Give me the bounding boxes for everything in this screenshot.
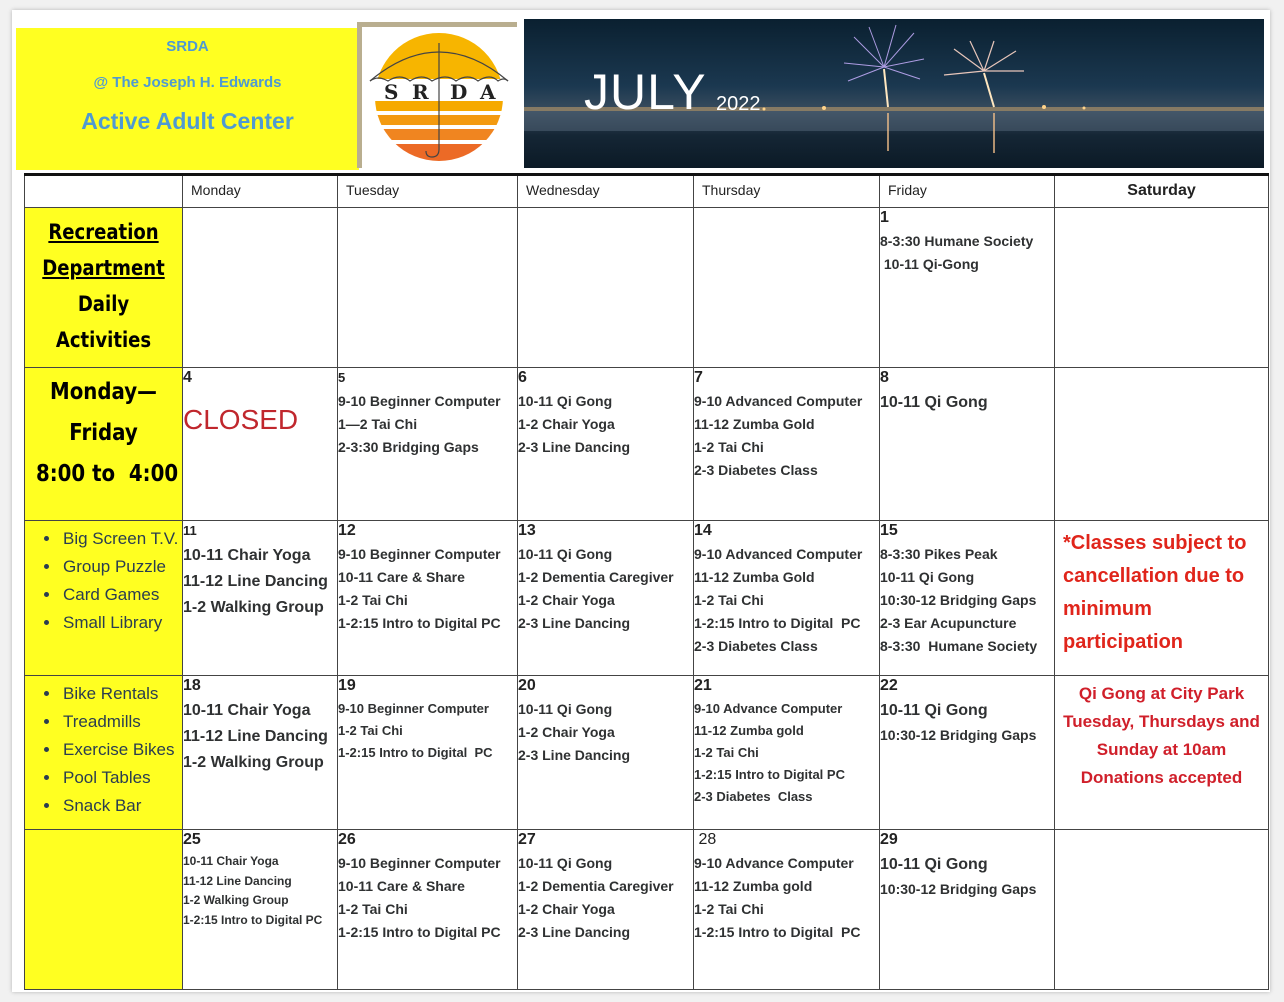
header-monday: Monday	[183, 175, 338, 208]
day-number: 11	[183, 523, 197, 538]
event-item: 10:30-12 Bridging Gaps	[880, 727, 1037, 743]
event-item: 1-2 Dementia Caregiver	[518, 878, 674, 894]
amenities-cell	[25, 676, 183, 830]
city-park-note	[1055, 676, 1268, 792]
event-item: 2-3 Line Dancing	[518, 747, 631, 763]
week-row	[25, 208, 1269, 368]
amenity-item: • Small Library	[61, 609, 182, 637]
event-item: 1-2:15 Intro to Digital PC	[694, 767, 845, 782]
event-item: 1-2 Tai Chi	[338, 592, 408, 608]
event-item: 10-11 Qi Gong	[880, 569, 975, 585]
note-line: Qi Gong at City Park	[1078, 684, 1245, 703]
note-line: cancellation due to	[1063, 565, 1245, 587]
event-item: 9-10 Beginner Computer	[338, 393, 501, 409]
day-cell	[880, 521, 1055, 676]
day-cell	[880, 208, 1055, 368]
event-item: 10-11 Qi Gong	[880, 856, 988, 873]
amenities-cell	[25, 521, 183, 676]
day-cell	[694, 521, 880, 676]
day-cell	[338, 830, 518, 990]
day-cell	[183, 368, 338, 521]
day-number: 22	[880, 677, 898, 694]
day-cell	[183, 830, 338, 990]
day-number: 6	[518, 369, 527, 386]
day-cell	[518, 521, 694, 676]
amenities-list	[25, 521, 182, 637]
day-cell	[338, 676, 518, 830]
amenity-item: • Exercise Bikes	[61, 736, 182, 764]
header-thursday: Thursday	[694, 175, 880, 208]
side-hours-cell	[25, 368, 183, 521]
amenity-item: • Group Puzzle	[61, 553, 182, 581]
day-number: 21	[694, 677, 712, 694]
event-item: 8-3:30 Humane Society	[880, 233, 1034, 249]
calendar-table	[24, 173, 1269, 990]
note-line: participation	[1063, 631, 1184, 653]
week-row	[25, 521, 1269, 676]
day-cell	[694, 830, 880, 990]
day-cell	[338, 208, 518, 368]
closed-label: CLOSED	[183, 404, 299, 435]
day-number: 28	[694, 831, 717, 848]
event-item: 9-10 Advance Computer	[694, 701, 843, 716]
day-number: 8	[880, 369, 889, 386]
day-cell	[880, 830, 1055, 990]
hours-line: 8:00 to 4:00	[35, 461, 179, 487]
event-item: 1-2 Tai Chi	[694, 592, 764, 608]
event-item: 10-11 Qi Gong	[880, 702, 988, 719]
event-item: 1-2 Walking Group	[183, 893, 289, 907]
logo-letter-s: S	[384, 80, 399, 104]
header-saturday: Saturday	[1055, 175, 1269, 208]
event-item: 11-12 Zumba gold	[694, 723, 804, 738]
event-item: 2-3 Diabetes Class	[694, 462, 818, 478]
event-item: 10-11 Qi Gong	[518, 855, 613, 871]
side-title-cell	[25, 208, 183, 368]
side-empty-cell	[25, 830, 183, 990]
event-item: 9-10 Advanced Computer	[694, 546, 863, 562]
logo-letter-a: A	[480, 80, 496, 104]
side-title-line: Recreation	[48, 220, 159, 244]
day-number: 4	[183, 369, 192, 386]
day-number: 27	[518, 831, 536, 848]
day-number: 1	[880, 209, 889, 226]
event-item: 1-2:15 Intro to Digital PC	[338, 745, 493, 760]
day-number: 20	[518, 677, 536, 694]
event-item: 10-11 Chair Yoga	[183, 854, 279, 868]
amenity-item: • Big Screen T.V.	[61, 525, 182, 553]
event-item: 1-2 Tai Chi	[694, 901, 764, 917]
day-cell	[518, 368, 694, 521]
week-row	[25, 830, 1269, 990]
day-number: 12	[338, 522, 356, 539]
event-item: 11-12 Zumba gold	[694, 878, 813, 894]
event-item: 11-12 Line Dancing	[183, 573, 328, 590]
center-name: Active Adult Center	[81, 108, 294, 134]
side-title-line: Department	[42, 256, 165, 280]
event-item: 11-12 Zumba Gold	[694, 569, 815, 585]
day-cell	[880, 368, 1055, 521]
event-item: 1-2 Tai Chi	[338, 723, 403, 738]
event-item: 10-11 Qi Gong	[518, 701, 613, 717]
header-wednesday: Wednesday	[518, 175, 694, 208]
day-cell	[518, 208, 694, 368]
event-item: 11-12 Line Dancing	[183, 873, 292, 888]
event-item: 1-2 Chair Yoga	[518, 592, 615, 608]
event-item: 2-3 Line Dancing	[518, 615, 631, 631]
week-row	[25, 676, 1269, 830]
month-title: JULY	[584, 64, 707, 120]
week-row	[25, 368, 1269, 521]
event-item: 1-2 Tai Chi	[694, 745, 759, 760]
corner-header	[25, 175, 183, 208]
day-cell	[518, 830, 694, 990]
note-line: *Classes subject to	[1063, 532, 1247, 554]
event-item: 8-3:30 Humane Society	[880, 638, 1038, 654]
day-number: 5	[338, 370, 346, 385]
day-cell	[880, 676, 1055, 830]
event-item: 2-3 Line Dancing	[518, 924, 631, 940]
day-cell	[338, 521, 518, 676]
saturday-cell	[1055, 208, 1269, 368]
day-number: 15	[880, 522, 898, 539]
amenities-list	[25, 676, 182, 820]
amenity-item: • Treadmills	[61, 708, 182, 736]
org-name: SRDA	[166, 38, 209, 55]
day-number: 14	[694, 522, 712, 539]
event-item: 10-11 Care & Share	[338, 878, 465, 894]
event-item: 10:30-12 Bridging Gaps	[880, 592, 1037, 608]
year-label: 2022	[716, 93, 761, 115]
event-item: 1-2 Tai Chi	[338, 901, 408, 917]
day-cell	[183, 521, 338, 676]
amenity-item: • Snack Bar	[61, 792, 182, 820]
hours-line: Friday	[69, 420, 138, 446]
day-number: 29	[880, 831, 898, 848]
event-item: 1-2:15 Intro to Digital PC	[338, 924, 501, 940]
event-item: 1-2 Chair Yoga	[518, 901, 615, 917]
event-item: 10-11 Qi Gong	[518, 393, 613, 409]
event-item: 10-11 Chair Yoga	[183, 547, 311, 564]
event-item: 1—2 Tai Chi	[338, 416, 418, 432]
amenity-item: • Card Games	[61, 581, 182, 609]
event-item: 10:30-12 Bridging Gaps	[880, 881, 1037, 897]
day-number: 7	[694, 369, 703, 386]
event-item: 9-10 Beginner Computer	[338, 855, 501, 871]
day-cell	[338, 368, 518, 521]
event-item: 2-3 Line Dancing	[518, 439, 631, 455]
event-item: 2-3:30 Bridging Gaps	[338, 439, 479, 455]
event-item: 1-2:15 Intro to Digital PC	[694, 615, 861, 631]
note-line: Donations accepted	[1080, 768, 1243, 787]
event-item: 1-2:15 Intro to Digital PC	[183, 912, 323, 927]
event-item: 1-2:15 Intro to Digital PC	[338, 615, 501, 631]
day-number: 18	[183, 677, 201, 694]
header-tuesday: Tuesday	[338, 175, 518, 208]
event-item: 10-11 Qi Gong	[880, 394, 988, 411]
event-item: 1-2 Chair Yoga	[518, 724, 615, 740]
event-item: 2-3 Diabetes Class	[694, 638, 818, 654]
saturday-cell	[1055, 676, 1269, 830]
day-cell	[694, 676, 880, 830]
event-item: 1-2 Dementia Caregiver	[518, 569, 674, 585]
note-line: minimum	[1063, 598, 1152, 620]
event-item: 11-12 Zumba Gold	[694, 416, 815, 432]
day-number: 26	[338, 831, 356, 848]
event-item: 8-3:30 Pikes Peak	[880, 546, 998, 562]
saturday-cell	[1055, 830, 1269, 990]
cancellation-note	[1055, 521, 1268, 659]
saturday-cell	[1055, 368, 1269, 521]
event-item: 9-10 Advanced Computer	[694, 393, 863, 409]
side-title-line: Daily Activities	[55, 292, 152, 352]
event-item: 10-11 Qi-Gong	[880, 256, 979, 272]
event-item: 10-11 Care & Share	[338, 569, 465, 585]
event-item: 1-2 Walking Group	[183, 754, 324, 771]
saturday-cell	[1055, 521, 1269, 676]
event-item: 9-10 Beginner Computer	[338, 701, 489, 716]
day-cell	[694, 208, 880, 368]
amenity-item: • Bike Rentals	[61, 680, 182, 708]
event-item: 1-2:15 Intro to Digital PC	[694, 924, 861, 940]
event-item: 11-12 Line Dancing	[183, 728, 328, 745]
day-cell	[518, 676, 694, 830]
note-line: Sunday at 10am	[1096, 740, 1227, 759]
day-number: 25	[183, 831, 201, 848]
event-item: 1-2 Chair Yoga	[518, 416, 615, 432]
note-line: Tuesday, Thursdays and	[1063, 712, 1260, 731]
day-number: 19	[338, 677, 356, 694]
day-cell	[694, 368, 880, 521]
weekday-header-row	[25, 175, 1269, 208]
day-cell	[183, 676, 338, 830]
month-banner	[524, 19, 1264, 168]
event-item: 10-11 Qi Gong	[518, 546, 613, 562]
day-cell	[183, 208, 338, 368]
logo-letter-d: D	[450, 80, 468, 104]
event-item: 1-2 Walking Group	[183, 599, 324, 616]
event-item: 9-10 Beginner Computer	[338, 546, 501, 562]
day-number: 13	[518, 522, 536, 539]
event-item: 2-3 Ear Acupuncture	[880, 615, 1017, 631]
logo-letter-r: R	[412, 80, 429, 104]
amenity-item: • Pool Tables	[61, 764, 182, 792]
venue-name: @ The Joseph H. Edwards	[93, 74, 282, 91]
srda-logo-icon	[366, 31, 512, 163]
header-friday: Friday	[880, 175, 1055, 208]
hours-line: Monday—	[50, 379, 157, 405]
event-item: 2-3 Diabetes Class	[694, 789, 813, 804]
event-item: 10-11 Chair Yoga	[183, 702, 311, 719]
event-item: 1-2 Tai Chi	[694, 439, 764, 455]
center-name-box	[16, 28, 359, 170]
event-item: 9-10 Advance Computer	[694, 855, 854, 871]
